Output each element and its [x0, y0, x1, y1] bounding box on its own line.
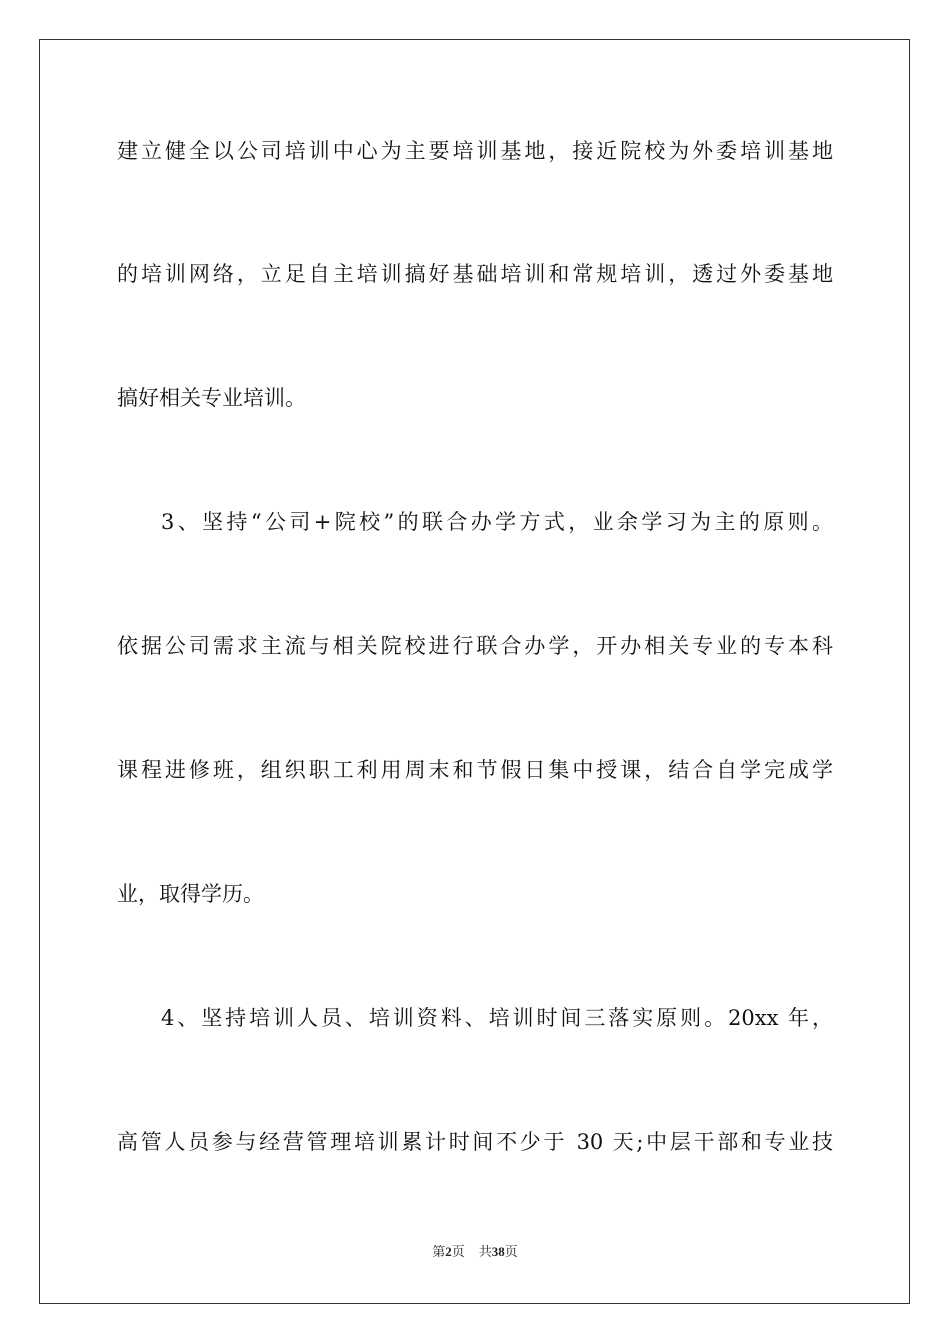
- body-line-6: 课程进修班，组织职工利用周末和节假日集中授课，结合自学完成学: [117, 758, 833, 782]
- footer-total-suffix: 页: [504, 1245, 518, 1260]
- page-footer: [0, 1243, 950, 1262]
- footer-page-prefix: 第: [432, 1245, 446, 1260]
- body-line-1: 建立健全以公司培训中心为主要培训基地，接近院校为外委培训基地: [117, 139, 833, 163]
- body-line-2: 的培训网络，立足自主培训搞好基础培训和常规培训，透过外委基地: [117, 262, 833, 286]
- footer-total-pages: 38: [491, 1244, 505, 1259]
- footer-total-prefix: 共: [478, 1245, 492, 1260]
- body-line-4: 3、坚持“公司+院校”的联合办学方式，业余学习为主的原则。: [161, 510, 833, 534]
- footer-page-suffix: 页: [451, 1245, 465, 1260]
- body-line-8: 4、坚持培训人员、培训资料、培训时间三落实原则。20xx 年，: [161, 1006, 833, 1030]
- body-line-9: 高管人员参与经营管理培训累计时间不少于 30 天;中层干部和专业技: [117, 1130, 833, 1154]
- body-line-3: 搞好相关专业培训。: [117, 386, 306, 410]
- footer-page-number: 2: [445, 1244, 452, 1259]
- page-frame: [39, 39, 910, 1304]
- body-line-5: 依据公司需求主流与相关院校进行联合办学，开办相关专业的专本科: [117, 634, 833, 658]
- body-line-7: 业，取得学历。: [117, 882, 264, 906]
